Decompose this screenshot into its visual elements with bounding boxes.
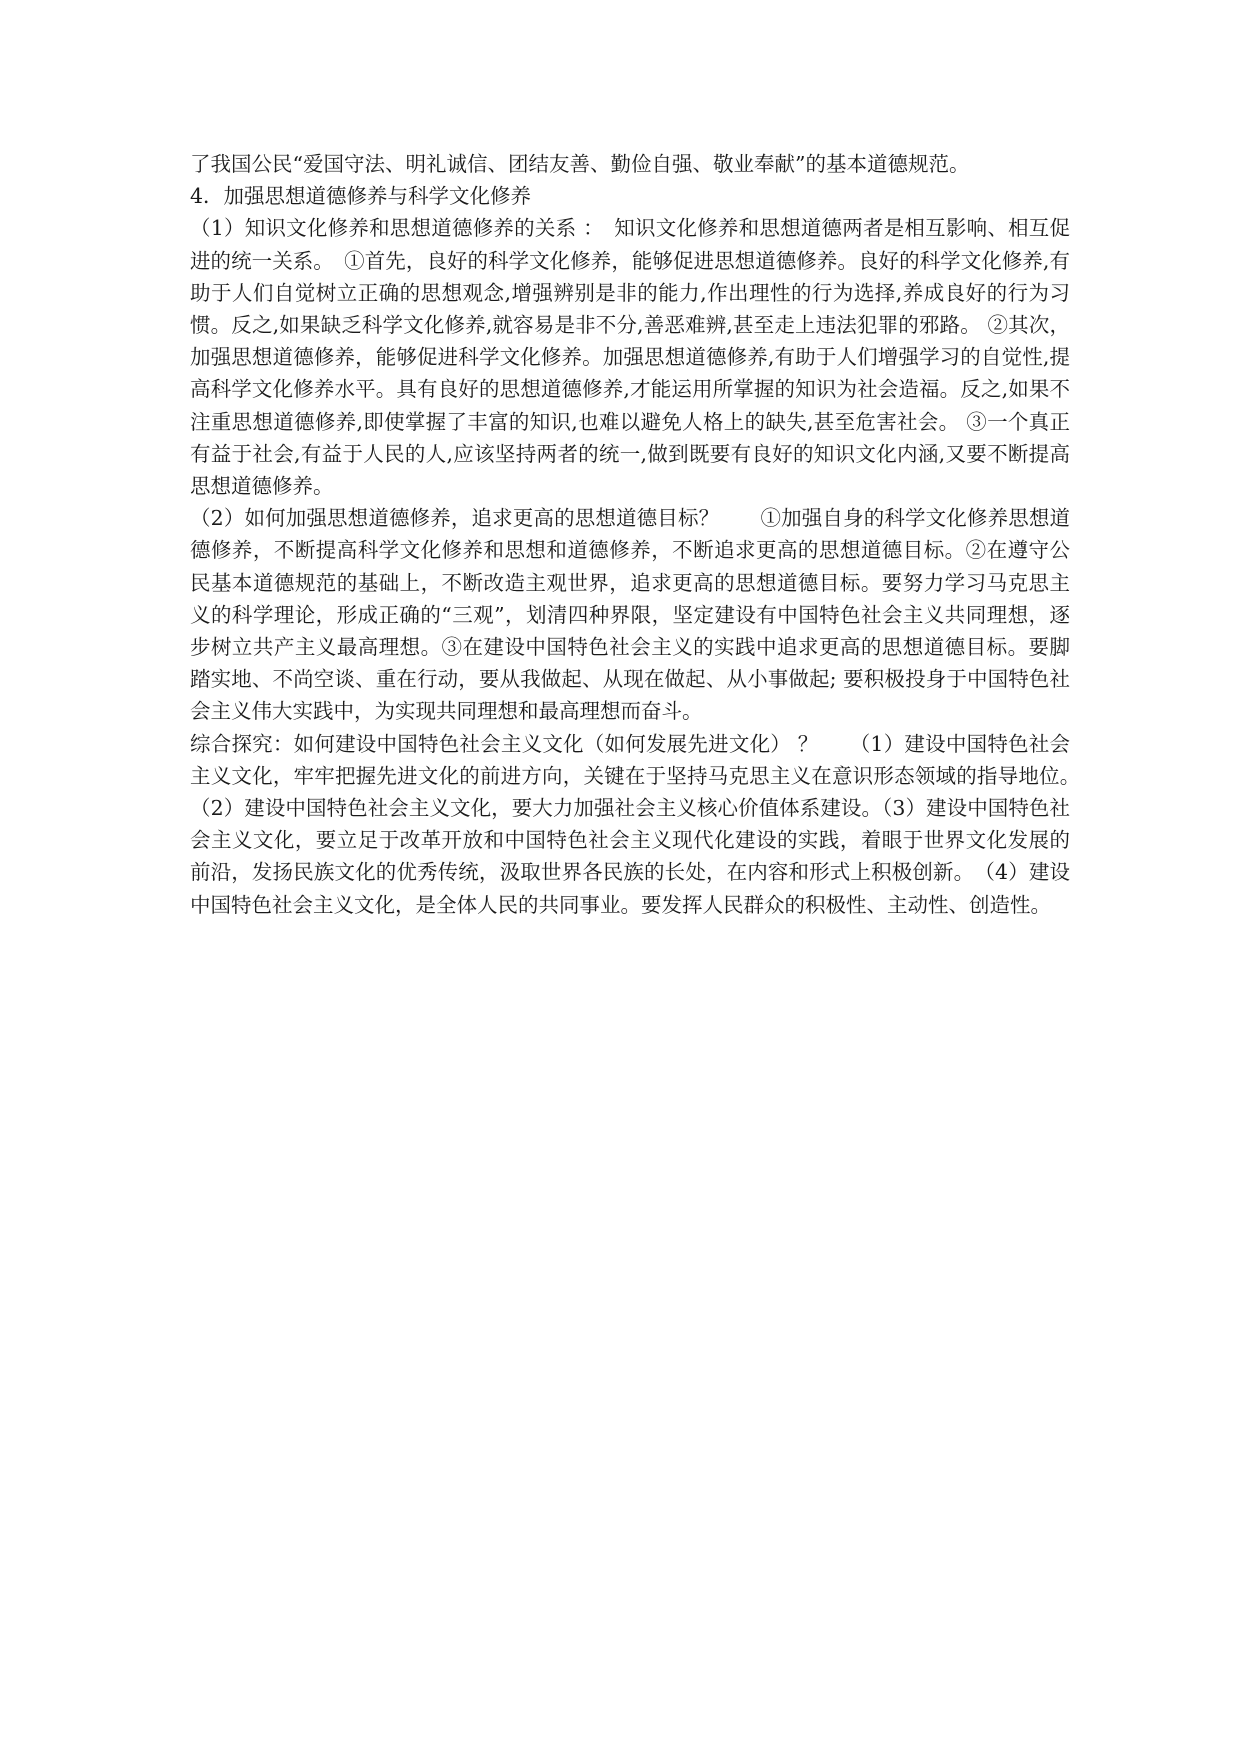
document-body xyxy=(190,148,1091,921)
continued-text-line: 了我国公民“爱国守法、明礼诚信、团结友善、勤俭自强、敬业奉献”的基本道德规范。 xyxy=(190,152,970,176)
paragraph-relation: （1）知识文化修养和思想道德修养的关系 ： 知识文化修养和思想道德两者是相互影响、相互促进的统一关系。 ①首先，良好的科学文化修养，能够促进思想道德修养。良好的科学文化修养,有助于人们自觉树立正确的思想观念,增强辨别是非的能力,作出理性的行为选择,养成良好的行为习惯。反之,如果缺乏科学文化修养,就容易是非不分,善恶难辨,甚至走上违法犯罪的邪路。 ②其次，加强思想道德修养，能够促进科学文化修养。加强思想道德修养,有助于人们增强学习的自觉性,提高科学文化修养水平。具有良好的思想道德修养,才能运用所掌握的知识为社会造福。反之,如果不注重思想道德修养,即使掌握了丰富的知识,也难以避免人格上的缺失,甚至危害社会。 ③一个真正有益于社会,有益于人民的人,应该坚持两者的统一,做到既要有良好的知识文化内涵,又要不断提高思想道德修养。 xyxy=(190,216,1070,499)
paragraph-how-to-strengthen: （2）如何加强思想道德修养，追求更高的思想道德目标？ ①加强自身的科学文化修养思想道德修养，不断提高科学文化修养和思想和道德修养，不断追求更高的思想道德目标。②在遵守公民基本道德规范的基础上，不断改造主观世界，追求更高的思想道德目标。要努力学习马克思主义的科学理论，形成正确的“三观”，划清四种界限，坚定建设有中国特色社会主义共同理想，逐步树立共产主义最高理想。③在建设中国特色社会主义的实践中追求更高的思想道德目标。要脚踏实地、不尚空谈、重在行动，要从我做起、从现在做起、从小事做起; 要积极投身于中国特色社会主义伟大实践中，为实现共同理想和最高理想而奋斗。 xyxy=(190,506,1070,724)
paragraph-comprehensive-inquiry: 综合探究：如何建设中国特色社会主义文化（如何发展先进文化） ？ （1）建设中国特色社会主义文化，牢牢把握先进文化的前进方向，关键在于坚持马克思主义在意识形态领域的指导地位。 （2）建设中国特色社会主义文化，要大力加强社会主义核心价值体系建设。（3）建设中国特色社会主义文化，要立足于改革开放和中国特色社会主义现代化建设的实践，着眼于世界文化发展的前沿，发扬民族文化的优秀传统，汲取世界各民族的长处，在内容和形式上积极创新。 （4）建设中国特色社会主义文化，是全体人民的共同事业。要发挥人民群众的积极性、主动性、创造性。 xyxy=(190,731,1091,917)
section-heading: 4．加强思想道德修养与科学文化修养 xyxy=(190,184,532,209)
